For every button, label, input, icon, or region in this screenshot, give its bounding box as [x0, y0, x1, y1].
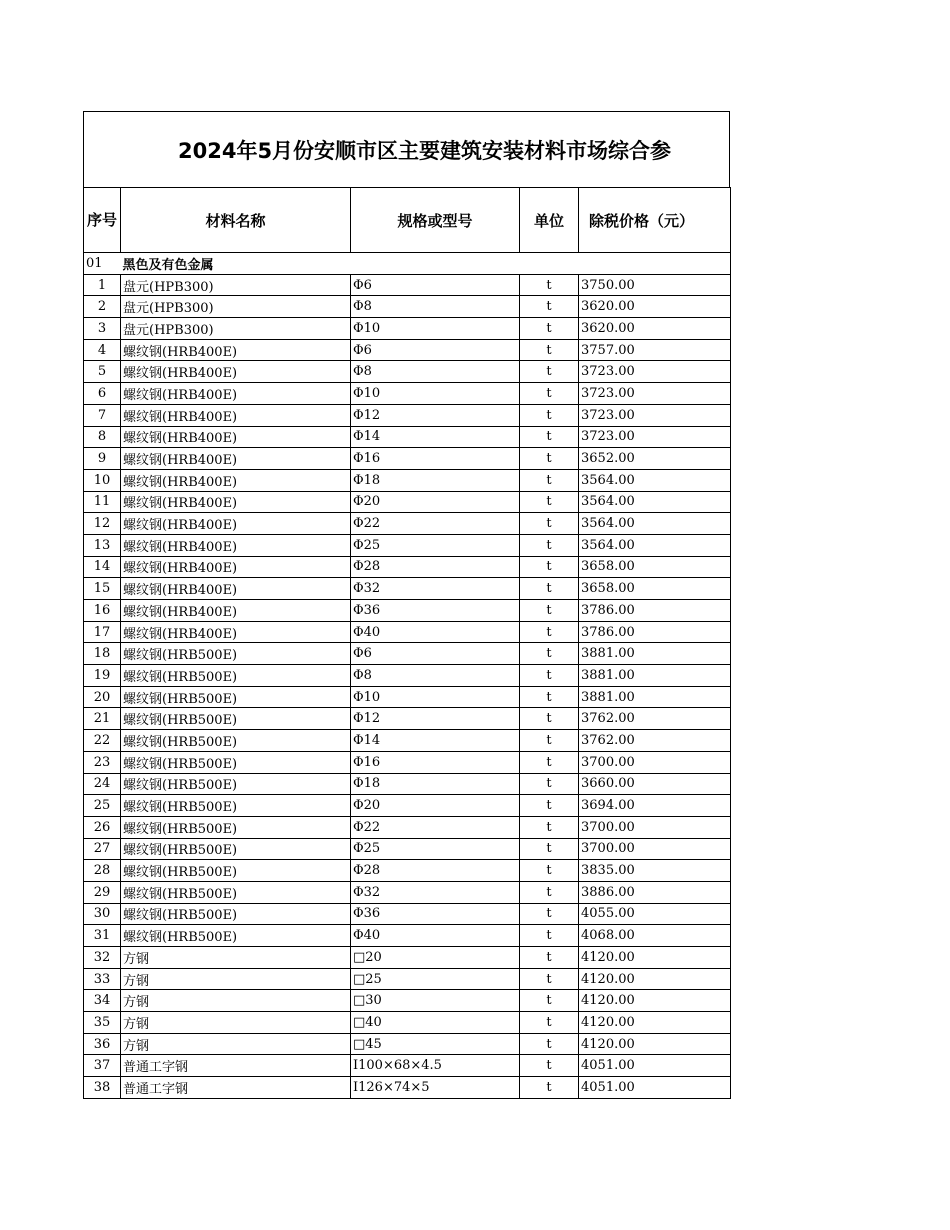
table-row	[84, 534, 731, 556]
row-unit: t	[520, 318, 579, 340]
table-row	[84, 708, 731, 730]
row-seq: 23	[84, 751, 121, 773]
row-spec: Φ16	[351, 751, 520, 773]
table-row	[84, 751, 731, 773]
price-sheet	[83, 111, 730, 1099]
row-seq: 15	[84, 578, 121, 600]
row-unit: t	[520, 686, 579, 708]
row-seq: 12	[84, 513, 121, 535]
row-seq: 16	[84, 600, 121, 622]
row-name: 螺纹钢(HRB400E)	[121, 578, 351, 600]
row-spec: Φ25	[351, 838, 520, 860]
category-name: 黑色及有色金属	[121, 253, 731, 275]
table-row	[84, 491, 731, 513]
row-price: 4055.00	[579, 903, 731, 925]
row-seq: 19	[84, 665, 121, 687]
row-unit: t	[520, 1033, 579, 1055]
row-seq: 11	[84, 491, 121, 513]
table-row	[84, 274, 731, 296]
row-seq: 28	[84, 860, 121, 882]
row-seq: 20	[84, 686, 121, 708]
row-name: 螺纹钢(HRB500E)	[121, 686, 351, 708]
table-row	[84, 838, 731, 860]
row-price: 3700.00	[579, 751, 731, 773]
row-name: 螺纹钢(HRB500E)	[121, 708, 351, 730]
row-seq: 4	[84, 339, 121, 361]
row-unit: t	[520, 1077, 579, 1099]
row-name: 螺纹钢(HRB500E)	[121, 730, 351, 752]
table-row	[84, 686, 731, 708]
row-price: 3564.00	[579, 469, 731, 491]
table-row	[84, 643, 731, 665]
row-unit: t	[520, 600, 579, 622]
row-unit: t	[520, 730, 579, 752]
row-name: 螺纹钢(HRB400E)	[121, 361, 351, 383]
row-unit: t	[520, 751, 579, 773]
row-seq: 27	[84, 838, 121, 860]
table-row	[84, 990, 731, 1012]
row-price: 3620.00	[579, 318, 731, 340]
row-name: 方钢	[121, 947, 351, 969]
row-price: 4120.00	[579, 1012, 731, 1034]
row-seq: 36	[84, 1033, 121, 1055]
row-price: 3757.00	[579, 339, 731, 361]
row-spec: Φ14	[351, 730, 520, 752]
table-row	[84, 513, 731, 535]
row-seq: 30	[84, 903, 121, 925]
row-price: 3564.00	[579, 491, 731, 513]
row-seq: 3	[84, 318, 121, 340]
row-name: 方钢	[121, 990, 351, 1012]
header-spec: 规格或型号	[351, 188, 520, 253]
row-spec: I100×68×4.5	[351, 1055, 520, 1077]
table-row	[84, 1012, 731, 1034]
row-unit: t	[520, 534, 579, 556]
row-name: 螺纹钢(HRB500E)	[121, 838, 351, 860]
row-name: 螺纹钢(HRB500E)	[121, 665, 351, 687]
row-price: 3886.00	[579, 881, 731, 903]
row-spec: Φ8	[351, 296, 520, 318]
row-seq: 6	[84, 383, 121, 405]
row-seq: 34	[84, 990, 121, 1012]
row-spec: Φ36	[351, 903, 520, 925]
row-price: 4051.00	[579, 1055, 731, 1077]
row-unit: t	[520, 513, 579, 535]
row-unit: t	[520, 578, 579, 600]
row-price: 3700.00	[579, 816, 731, 838]
row-spec: Φ6	[351, 339, 520, 361]
table-row	[84, 665, 731, 687]
table-row	[84, 947, 731, 969]
row-spec: Φ20	[351, 491, 520, 513]
row-name: 螺纹钢(HRB400E)	[121, 534, 351, 556]
row-seq: 9	[84, 448, 121, 470]
row-price: 3652.00	[579, 448, 731, 470]
row-price: 4120.00	[579, 968, 731, 990]
row-unit: t	[520, 860, 579, 882]
row-seq: 8	[84, 426, 121, 448]
row-price: 4120.00	[579, 990, 731, 1012]
table-row	[84, 860, 731, 882]
row-spec: □40	[351, 1012, 520, 1034]
table-row	[84, 903, 731, 925]
row-spec: Φ32	[351, 881, 520, 903]
table-row	[84, 816, 731, 838]
row-name: 螺纹钢(HRB500E)	[121, 773, 351, 795]
row-name: 方钢	[121, 968, 351, 990]
row-price: 3762.00	[579, 708, 731, 730]
table-row	[84, 621, 731, 643]
row-name: 螺纹钢(HRB500E)	[121, 816, 351, 838]
row-seq: 5	[84, 361, 121, 383]
row-price: 3620.00	[579, 296, 731, 318]
row-unit: t	[520, 968, 579, 990]
row-unit: t	[520, 1012, 579, 1034]
row-seq: 31	[84, 925, 121, 947]
table-row	[84, 1055, 731, 1077]
row-seq: 2	[84, 296, 121, 318]
row-spec: Φ40	[351, 621, 520, 643]
row-name: 螺纹钢(HRB400E)	[121, 448, 351, 470]
row-unit: t	[520, 469, 579, 491]
row-price: 4120.00	[579, 1033, 731, 1055]
row-unit: t	[520, 773, 579, 795]
row-spec: Φ12	[351, 404, 520, 426]
row-spec: Φ28	[351, 556, 520, 578]
header-price: 除税价格（元）	[579, 188, 731, 253]
row-name: 螺纹钢(HRB500E)	[121, 751, 351, 773]
row-spec: □25	[351, 968, 520, 990]
table-row	[84, 318, 731, 340]
row-spec: Φ28	[351, 860, 520, 882]
row-price: 3881.00	[579, 665, 731, 687]
row-unit: t	[520, 838, 579, 860]
row-seq: 22	[84, 730, 121, 752]
table-row	[84, 1033, 731, 1055]
row-name: 普通工字钢	[121, 1055, 351, 1077]
header-row	[84, 188, 731, 253]
row-seq: 10	[84, 469, 121, 491]
row-price: 3786.00	[579, 600, 731, 622]
row-seq: 17	[84, 621, 121, 643]
row-spec: Φ36	[351, 600, 520, 622]
table-row	[84, 1077, 731, 1099]
row-name: 螺纹钢(HRB500E)	[121, 881, 351, 903]
row-name: 螺纹钢(HRB400E)	[121, 383, 351, 405]
row-spec: Φ40	[351, 925, 520, 947]
header-seq: 序号	[84, 188, 121, 253]
row-seq: 29	[84, 881, 121, 903]
row-seq: 35	[84, 1012, 121, 1034]
row-spec: Φ32	[351, 578, 520, 600]
row-seq: 14	[84, 556, 121, 578]
row-spec: Φ6	[351, 274, 520, 296]
row-spec: □45	[351, 1033, 520, 1055]
table-row	[84, 795, 731, 817]
table-row	[84, 339, 731, 361]
row-seq: 38	[84, 1077, 121, 1099]
row-seq: 32	[84, 947, 121, 969]
table-row	[84, 296, 731, 318]
row-name: 螺纹钢(HRB400E)	[121, 491, 351, 513]
row-spec: Φ14	[351, 426, 520, 448]
row-name: 螺纹钢(HRB400E)	[121, 600, 351, 622]
row-spec: □30	[351, 990, 520, 1012]
row-unit: t	[520, 296, 579, 318]
row-spec: I126×74×5	[351, 1077, 520, 1099]
row-price: 3723.00	[579, 383, 731, 405]
category-row	[84, 253, 731, 275]
row-unit: t	[520, 816, 579, 838]
row-price: 3723.00	[579, 361, 731, 383]
header-name: 材料名称	[121, 188, 351, 253]
row-price: 3881.00	[579, 643, 731, 665]
row-unit: t	[520, 274, 579, 296]
table-row	[84, 426, 731, 448]
row-name: 盘元(HPB300)	[121, 296, 351, 318]
row-name: 方钢	[121, 1012, 351, 1034]
row-price: 3786.00	[579, 621, 731, 643]
row-spec: Φ25	[351, 534, 520, 556]
row-price: 3881.00	[579, 686, 731, 708]
row-spec: Φ10	[351, 686, 520, 708]
row-price: 4120.00	[579, 947, 731, 969]
category-code: 01	[84, 253, 121, 275]
title-cell	[83, 111, 730, 187]
row-name: 盘元(HPB300)	[121, 274, 351, 296]
row-name: 螺纹钢(HRB400E)	[121, 556, 351, 578]
row-seq: 24	[84, 773, 121, 795]
row-seq: 37	[84, 1055, 121, 1077]
row-name: 螺纹钢(HRB400E)	[121, 426, 351, 448]
row-seq: 26	[84, 816, 121, 838]
table-row	[84, 578, 731, 600]
row-price: 4051.00	[579, 1077, 731, 1099]
row-price: 4068.00	[579, 925, 731, 947]
row-unit: t	[520, 556, 579, 578]
table-row	[84, 556, 731, 578]
row-unit: t	[520, 361, 579, 383]
row-price: 3723.00	[579, 404, 731, 426]
row-spec: Φ22	[351, 816, 520, 838]
row-spec: Φ22	[351, 513, 520, 535]
table-row	[84, 968, 731, 990]
row-unit: t	[520, 491, 579, 513]
table-row	[84, 773, 731, 795]
row-unit: t	[520, 881, 579, 903]
table-row	[84, 730, 731, 752]
table-row	[84, 361, 731, 383]
row-name: 方钢	[121, 1033, 351, 1055]
table-row	[84, 925, 731, 947]
row-price: 3750.00	[579, 274, 731, 296]
row-unit: t	[520, 1055, 579, 1077]
row-name: 螺纹钢(HRB400E)	[121, 339, 351, 361]
row-spec: Φ20	[351, 795, 520, 817]
row-unit: t	[520, 383, 579, 405]
page-title: 2024年5月份安顺市区主要建筑安装材料市场综合参	[178, 139, 672, 163]
row-unit: t	[520, 947, 579, 969]
row-spec: Φ18	[351, 469, 520, 491]
row-unit: t	[520, 708, 579, 730]
row-spec: Φ16	[351, 448, 520, 470]
row-name: 螺纹钢(HRB400E)	[121, 621, 351, 643]
row-unit: t	[520, 903, 579, 925]
row-name: 螺纹钢(HRB400E)	[121, 469, 351, 491]
row-seq: 25	[84, 795, 121, 817]
row-name: 螺纹钢(HRB400E)	[121, 513, 351, 535]
row-name: 螺纹钢(HRB500E)	[121, 903, 351, 925]
row-name: 螺纹钢(HRB400E)	[121, 404, 351, 426]
row-name: 螺纹钢(HRB500E)	[121, 925, 351, 947]
row-price: 3700.00	[579, 838, 731, 860]
row-price: 3835.00	[579, 860, 731, 882]
row-name: 螺纹钢(HRB500E)	[121, 643, 351, 665]
row-unit: t	[520, 448, 579, 470]
row-spec: Φ8	[351, 361, 520, 383]
row-seq: 18	[84, 643, 121, 665]
table-row	[84, 881, 731, 903]
row-spec: Φ18	[351, 773, 520, 795]
row-price: 3658.00	[579, 556, 731, 578]
row-price: 3762.00	[579, 730, 731, 752]
row-unit: t	[520, 621, 579, 643]
table-row	[84, 448, 731, 470]
row-name: 普通工字钢	[121, 1077, 351, 1099]
row-unit: t	[520, 426, 579, 448]
row-price: 3564.00	[579, 513, 731, 535]
row-seq: 21	[84, 708, 121, 730]
row-unit: t	[520, 665, 579, 687]
row-spec: Φ10	[351, 318, 520, 340]
header-unit: 单位	[520, 188, 579, 253]
row-seq: 33	[84, 968, 121, 990]
row-spec: Φ10	[351, 383, 520, 405]
row-name: 螺纹钢(HRB500E)	[121, 860, 351, 882]
table-row	[84, 600, 731, 622]
row-spec: Φ8	[351, 665, 520, 687]
row-unit: t	[520, 990, 579, 1012]
row-unit: t	[520, 925, 579, 947]
table-row	[84, 404, 731, 426]
row-unit: t	[520, 404, 579, 426]
table-row	[84, 383, 731, 405]
row-price: 3658.00	[579, 578, 731, 600]
row-name: 螺纹钢(HRB500E)	[121, 795, 351, 817]
row-spec: Φ6	[351, 643, 520, 665]
row-unit: t	[520, 643, 579, 665]
row-unit: t	[520, 339, 579, 361]
row-seq: 1	[84, 274, 121, 296]
row-spec: □20	[351, 947, 520, 969]
price-table	[83, 187, 731, 1099]
row-seq: 7	[84, 404, 121, 426]
row-price: 3694.00	[579, 795, 731, 817]
row-name: 盘元(HPB300)	[121, 318, 351, 340]
row-unit: t	[520, 795, 579, 817]
row-price: 3723.00	[579, 426, 731, 448]
table-row	[84, 469, 731, 491]
row-price: 3660.00	[579, 773, 731, 795]
row-seq: 13	[84, 534, 121, 556]
row-price: 3564.00	[579, 534, 731, 556]
row-spec: Φ12	[351, 708, 520, 730]
